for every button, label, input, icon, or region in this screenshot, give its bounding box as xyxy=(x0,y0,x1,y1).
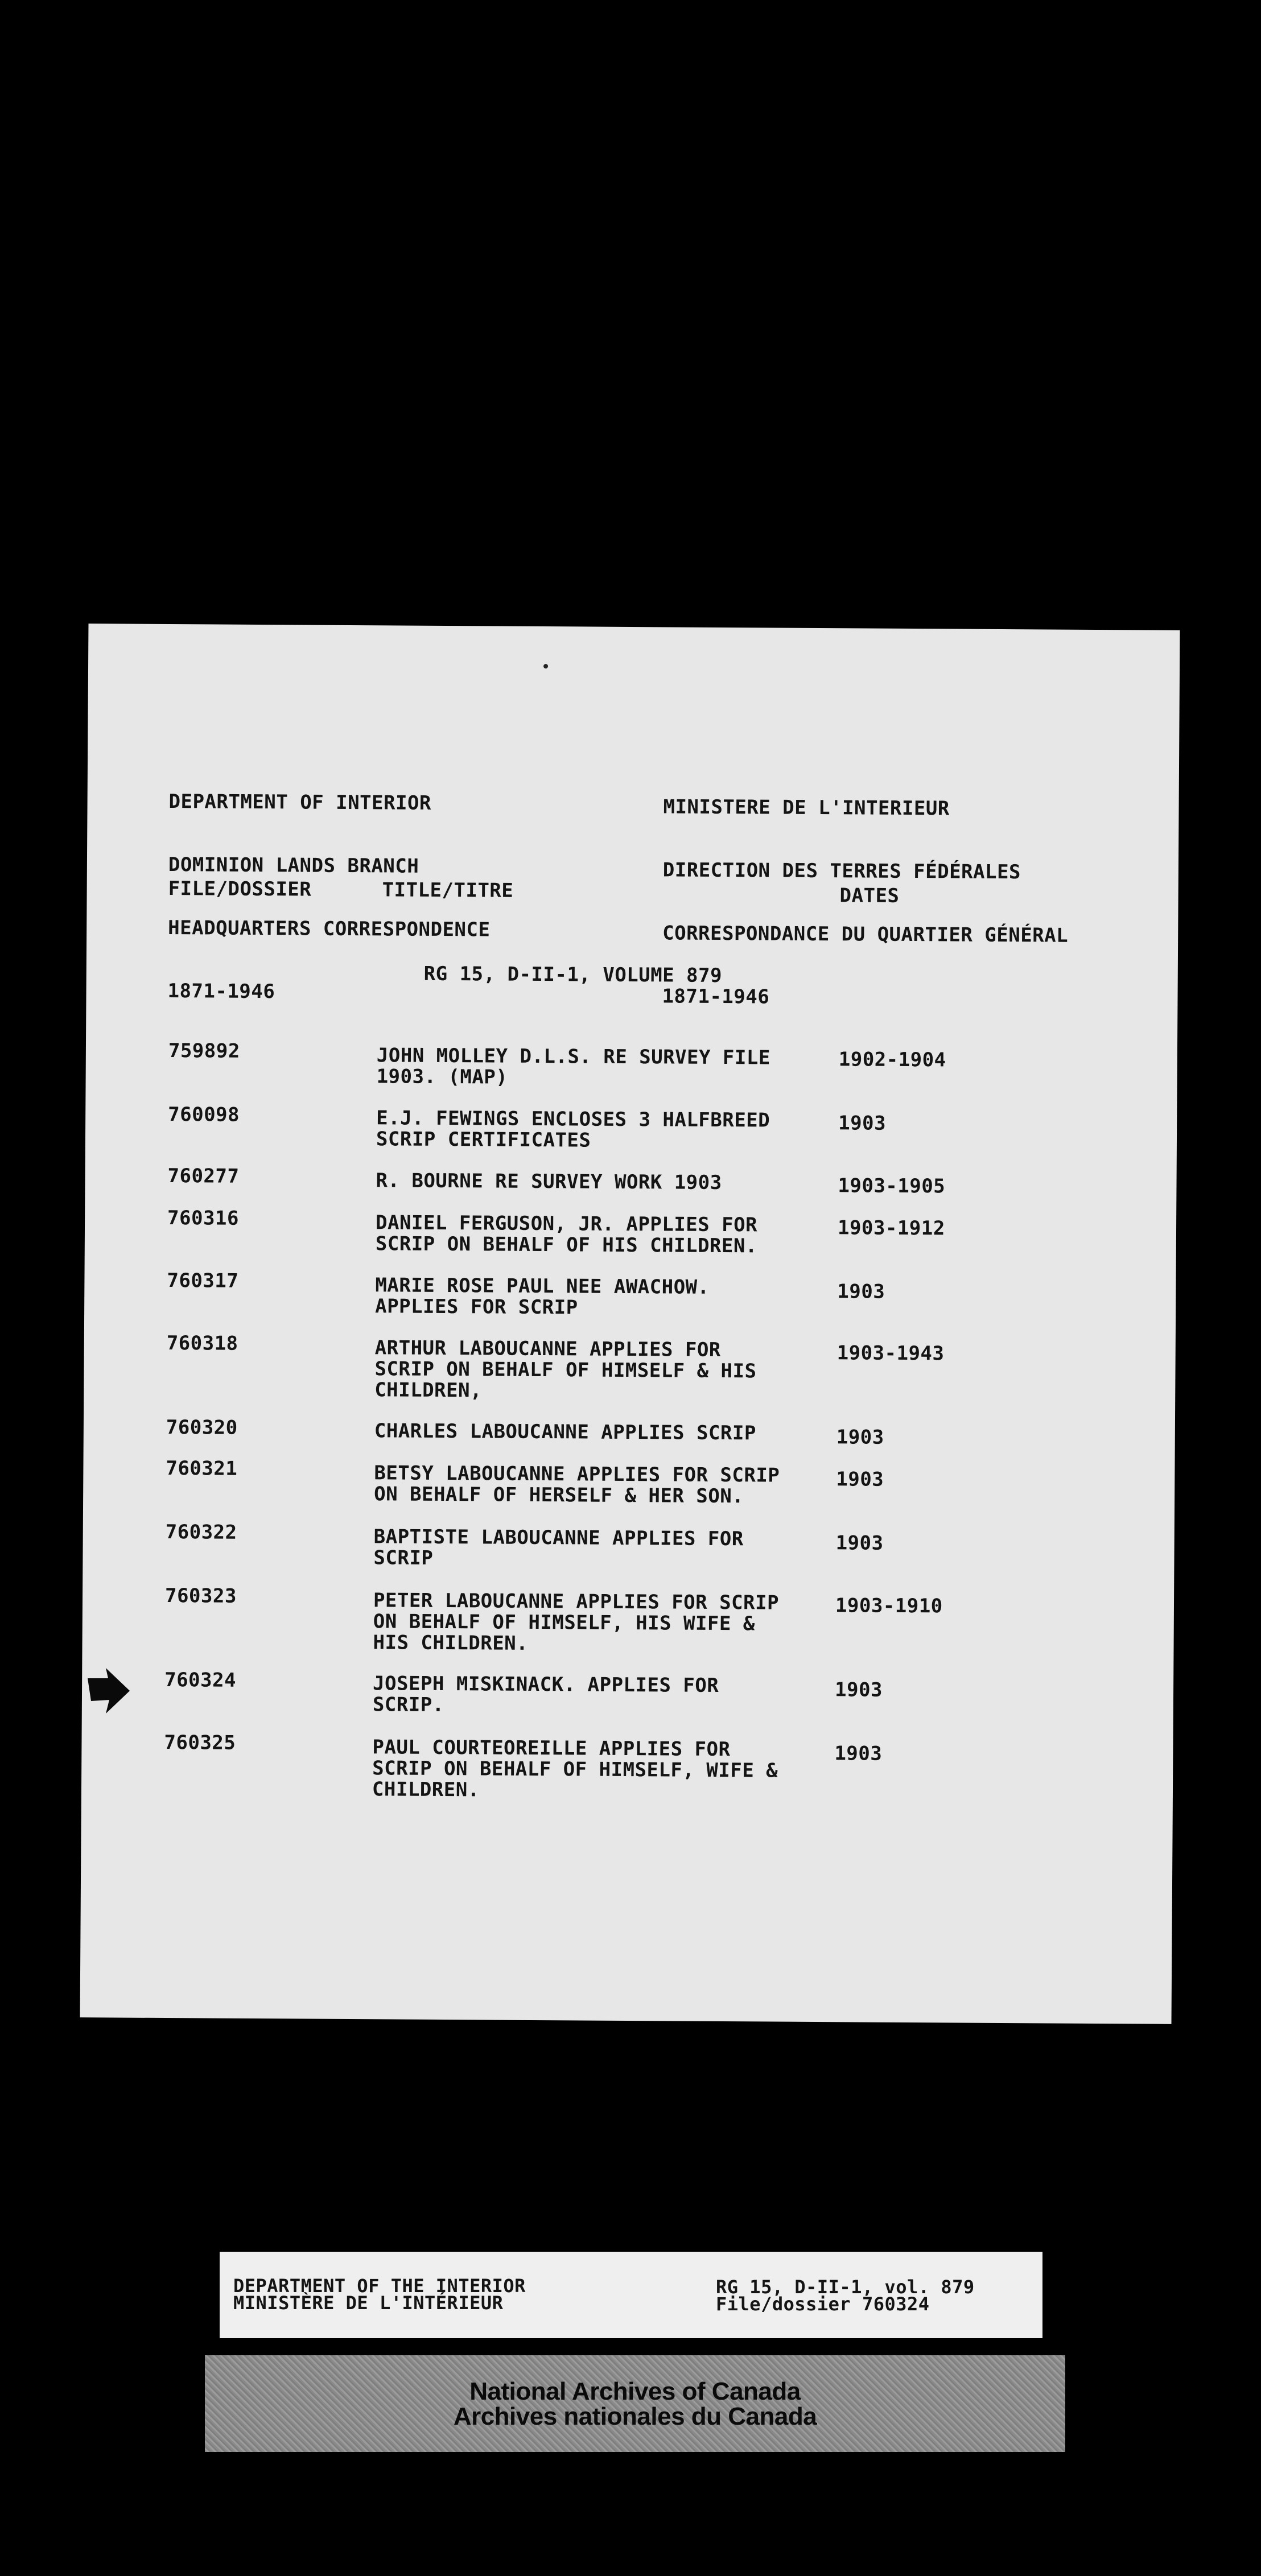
archives-line1: National Archives of Canada xyxy=(469,2377,801,2405)
archives-line2: Archives nationales du Canada xyxy=(453,2402,817,2430)
volume-heading: RG 15, D-II-1, VOLUME 879 xyxy=(423,962,723,987)
row-title: BETSY LABOUCANNE APPLIES FOR SCRIP ON BEHALF OF HERSELF & HER SON. xyxy=(374,1462,780,1508)
row-file: 760323 xyxy=(164,1584,237,1608)
row-title: PAUL COURTEOREILLE APPLIES FOR SCRIP ON BEHALF OF HIMSELF, WIFE & CHILDREN. xyxy=(372,1736,778,1802)
row-dates: 1903 xyxy=(836,1468,884,1491)
row-file: 760318 xyxy=(166,1332,238,1355)
row-dates: 1903 xyxy=(834,1678,883,1702)
row-dates: 1903 xyxy=(837,1280,885,1303)
speck xyxy=(543,664,548,668)
row-file: 760322 xyxy=(165,1521,237,1544)
footer-dept-en: DEPARTMENT OF THE INTERIOR xyxy=(233,2275,526,2297)
footer-label xyxy=(220,2252,1042,2338)
row-dates: 1903-1910 xyxy=(835,1594,943,1618)
row-dates: 1902-1904 xyxy=(838,1048,946,1072)
document-page xyxy=(80,624,1180,2024)
footer-ref-line1: RG 15, D-II-1, vol. 879 xyxy=(716,2276,975,2298)
row-file: 760324 xyxy=(164,1669,237,1692)
row-file: 760325 xyxy=(164,1731,236,1755)
row-title: JOHN MOLLEY D.L.S. RE SURVEY FILE 1903. (MAP) xyxy=(376,1044,770,1089)
row-file: 760316 xyxy=(167,1207,240,1230)
header-en-line1: DEPARTMENT OF INTERIOR xyxy=(168,790,432,815)
row-title: BAPTISTE LABOUCANNE APPLIES FOR SCRIP xyxy=(373,1525,744,1570)
row-file: 760320 xyxy=(166,1416,238,1439)
header-en-line4: 1871-1946 xyxy=(167,980,275,1004)
header-fr-line2: DIRECTION DES TERRES FÉDÉRALES xyxy=(662,858,1021,884)
row-title: ARTHUR LABOUCANNE APPLIES FOR SCRIP ON BEHALF OF HIMSELF & HIS CHILDREN, xyxy=(374,1336,757,1402)
row-dates: 1903 xyxy=(836,1426,884,1449)
header-en-line3: HEADQUARTERS CORRESPONDENCE xyxy=(168,917,491,942)
row-dates: 1903-1943 xyxy=(836,1341,945,1365)
row-file: 759892 xyxy=(168,1039,240,1063)
archives-stamp xyxy=(205,2355,1065,2452)
row-title: DANIEL FERGUSON, JR. APPLIES FOR SCRIP ON BEHALF OF HIS CHILDREN. xyxy=(375,1211,758,1258)
column-header-file: FILE/DOSSIER xyxy=(168,877,312,901)
arrow-pointer-icon xyxy=(85,1666,131,1717)
column-header-title: TITLE/TITRE xyxy=(382,878,514,902)
footer-ref-line2: File/dossier 760324 xyxy=(716,2293,930,2315)
row-title: E.J. FEWINGS ENCLOSES 3 HALFBREED SCRIP CERTIFICATES xyxy=(376,1107,770,1152)
row-dates: 1903 xyxy=(834,1742,883,1765)
row-file: 760317 xyxy=(167,1269,239,1293)
row-title: JOSEPH MISKINACK. APPLIES FOR SCRIP. xyxy=(372,1672,719,1717)
row-title: MARIE ROSE PAUL NEE AWACHOW. APPLIES FOR SCRIP xyxy=(375,1274,710,1319)
header-en-line2: DOMINION LANDS BRANCH xyxy=(168,853,419,878)
footer-dept-fr: MINISTÈRE DE L'INTÉRIEUR xyxy=(233,2292,504,2314)
row-dates: 1903-1905 xyxy=(838,1174,946,1198)
row-file: 760098 xyxy=(168,1103,240,1126)
row-dates: 1903-1912 xyxy=(837,1216,945,1240)
header-fr-line4: 1871-1946 xyxy=(662,985,770,1009)
row-dates: 1903 xyxy=(835,1531,884,1555)
row-file: 760321 xyxy=(166,1457,238,1480)
header-fr-line1: MINISTERE DE L'INTERIEUR xyxy=(663,795,950,820)
row-file: 760277 xyxy=(167,1165,240,1188)
row-dates: 1903 xyxy=(838,1112,887,1135)
row-title: PETER LABOUCANNE APPLIES FOR SCRIP ON BEHALF OF HIMSELF, HIS WIFE & HIS CHILDREN. xyxy=(373,1589,780,1655)
header-fr-line3: CORRESPONDANCE DU QUARTIER GÉNÉRAL xyxy=(662,922,1069,947)
row-title: R. BOURNE RE SURVEY WORK 1903 xyxy=(376,1169,722,1194)
row-title: CHARLES LABOUCANNE APPLIES SCRIP xyxy=(374,1419,756,1445)
column-header-dates: DATES xyxy=(839,884,900,907)
